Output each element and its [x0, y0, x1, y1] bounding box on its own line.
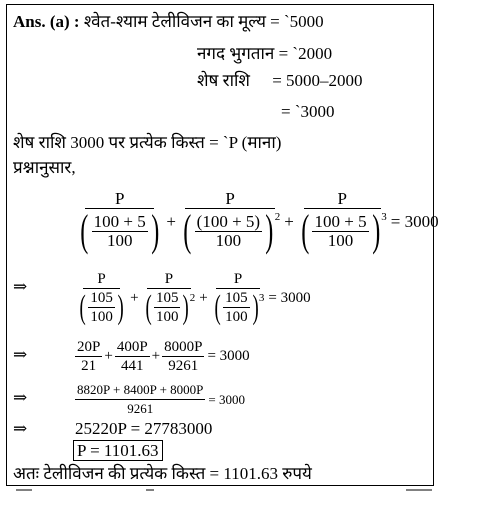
balance-line: [197, 71, 363, 91]
tv-price-text: श्वेत-श्याम टेलीविजन का मूल्य = `5000: [83, 12, 324, 31]
equation-4: $\frac{8820P + 8400P + 8000P}{9261}$ = 3000: [77, 382, 245, 416]
equation-2: P ( $\frac{105}{100}$ ) + P ( $\frac{105}{100}$ ) 2 + P ( $\frac{105}{100}$ ) 3 = 3000: [75, 270, 311, 326]
equation-3: $\frac{20P}{21}$ + $\frac{400P}{441}$ + $\frac{8000P}{9261}$ = 3000: [77, 339, 250, 374]
eq4-arrow: ⇒: [13, 388, 28, 407]
eq1-term-1: P ( $\frac{100 + 5}{100}$ ): [80, 189, 160, 255]
cropped-next-line: [6, 487, 434, 495]
balance-expr: = 5000–2000: [272, 71, 363, 90]
according-question-line: प्रश्नानुसार,: [13, 158, 76, 177]
installment-line: शेष राशि 3000 पर प्रत्येक किस्त = `P (माना): [13, 133, 282, 152]
eq4-fraction: $\frac{8820P + 8400P + 8000P}{9261}$: [77, 382, 204, 416]
cash-payment-line: नगद भुगतान = `2000: [197, 44, 333, 63]
eq3-term-1: $\frac{20P}{21}$: [77, 339, 101, 374]
eq1-term-3: P ( $\frac{100 + 5}{100}$ ) 3: [301, 189, 387, 255]
eq2-term-2: P ( $\frac{105}{100}$ ) 2: [145, 271, 196, 326]
balance-result: = `3000: [281, 102, 335, 121]
answer-line: [13, 12, 324, 32]
eq3-term-2: $\frac{400P}{441}$: [116, 339, 148, 374]
result-value: P = 1101.63: [73, 440, 163, 461]
equation-5: 25220P = 27783000: [75, 419, 213, 438]
balance-label: शेष राशि: [197, 71, 250, 90]
eq2-term-3: P ( $\frac{105}{100}$ ) 3: [214, 271, 265, 326]
eq2-term-1: P ( $\frac{105}{100}$ ): [79, 271, 124, 326]
eq2-arrow: ⇒: [13, 277, 28, 296]
result-box: [73, 441, 163, 461]
eq1-term-2: P ( $\frac{(100 + 5)}{100}$ ) 2: [183, 189, 281, 255]
eq5-arrow: ⇒: [13, 419, 28, 438]
conclusion-line: अतः टेलीविजन की प्रत्येक किस्त = 1101.63 रुपये: [13, 464, 312, 483]
eq3-arrow: ⇒: [13, 345, 28, 364]
answer-label: Ans. (a) :: [13, 12, 80, 31]
eq3-term-3: $\frac{8000P}{9261}$: [164, 339, 203, 374]
solution-box: [6, 4, 439, 486]
equation-1: P ( $\frac{100 + 5}{100}$ ) + P ( $\frac{(100 + 5)}{100}$ ) 2 + P ( $\frac{100 + 5}{100}$ ) 3 = 3000: [75, 190, 439, 253]
